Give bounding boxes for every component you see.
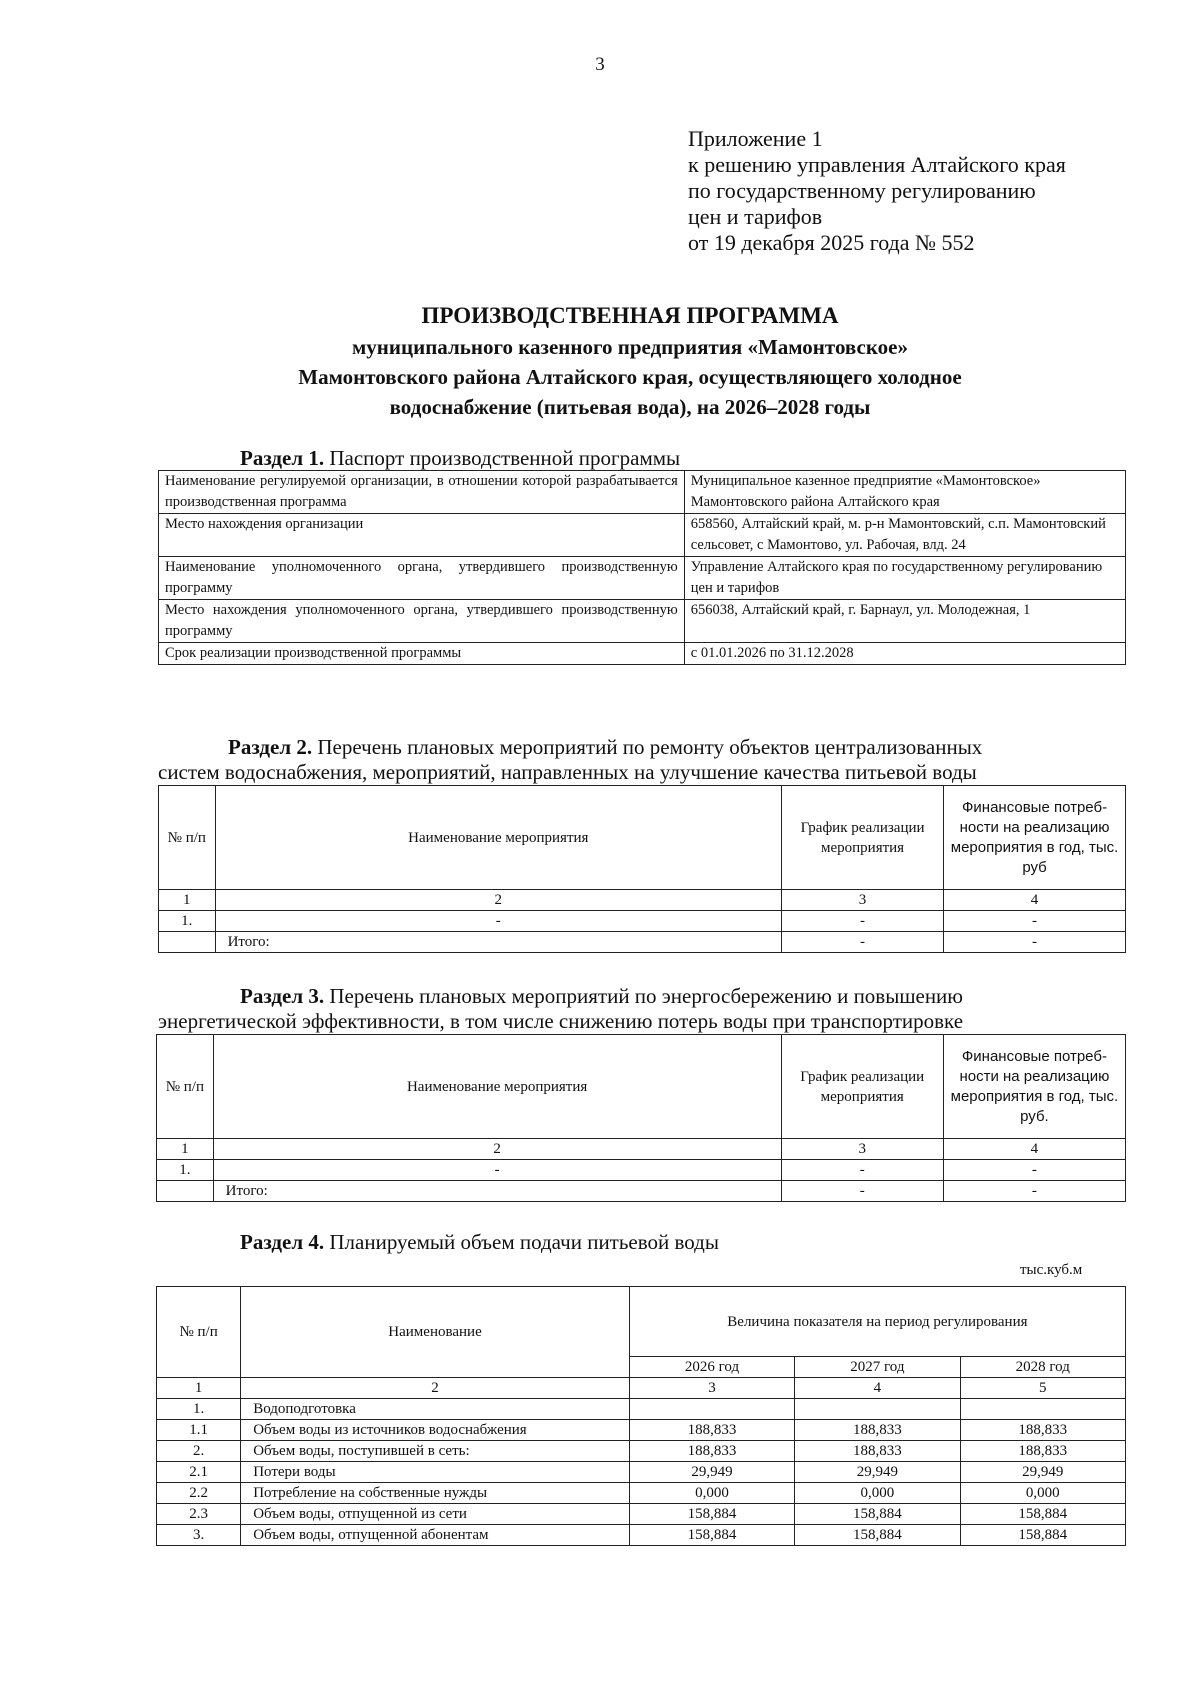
header-num: № п/п	[159, 786, 216, 890]
row-value: 188,833	[629, 1441, 794, 1462]
section4-label: Раздел 4.	[240, 1230, 325, 1254]
total-label: Итого:	[215, 932, 781, 953]
section3-label: Раздел 3.	[240, 984, 325, 1008]
total-label: Итого:	[213, 1181, 781, 1202]
row-name: Потери воды	[241, 1462, 630, 1483]
header-schedule: График реализации мероприятия	[781, 1035, 943, 1139]
row-number: 3.	[157, 1525, 241, 1546]
table-row	[157, 1525, 1126, 1546]
row-cell: 1.	[159, 911, 216, 932]
row-cell	[157, 1181, 214, 1202]
row-value: 188,833	[795, 1441, 960, 1462]
row-value: 0,000	[629, 1483, 794, 1504]
appendix-block	[688, 126, 1066, 256]
section3-title-line2: энергетической эффективности, в том числе снижению потерь воды при транспортировке	[158, 1009, 964, 1033]
header-schedule: График реализации мероприятия	[782, 786, 944, 890]
row-value	[629, 1399, 794, 1420]
page-number: 3	[595, 54, 605, 75]
row-cell: -	[215, 911, 781, 932]
passport-value: с 01.01.2026 по 31.12.2028	[684, 643, 1125, 665]
passport-value: Муниципальное казенное предприятие «Мамонтовское» Мамонтовского района Алтайского края	[684, 471, 1125, 514]
header-period: Величина показателя на период регулирования	[629, 1287, 1125, 1357]
header-name: Наименование мероприятия	[213, 1035, 781, 1139]
table-row	[157, 1420, 1126, 1441]
header-year: 2028 год	[960, 1357, 1125, 1378]
index-cell: 4	[944, 890, 1126, 911]
section4-title: Планируемый объем подачи питьевой воды	[324, 1230, 719, 1254]
row-number: 2.	[157, 1441, 241, 1462]
index-cell: 1	[157, 1139, 214, 1160]
document-title	[140, 300, 1120, 422]
row-value: 188,833	[795, 1420, 960, 1441]
section1-label: Раздел 1.	[240, 446, 325, 470]
header-finance: Финансовые потреб-ности на реализацию мероприятия в год, тыс. руб	[944, 786, 1126, 890]
section4-heading	[240, 1230, 719, 1255]
row-cell: 1.	[157, 1160, 214, 1181]
section2-title-line2: систем водоснабжения, мероприятий, направленных на улучшение качества питьевой воды	[158, 760, 977, 784]
title-line: муниципального казенного предприятия «Мамонтовское»	[352, 335, 908, 359]
passport-row	[159, 557, 1126, 600]
index-cell: 1	[157, 1378, 241, 1399]
row-name: Потребление на собственные нужды	[241, 1483, 630, 1504]
row-value: 158,884	[960, 1504, 1125, 1525]
header-name: Наименование мероприятия	[215, 786, 781, 890]
appendix-line: Приложение 1	[688, 126, 823, 151]
index-cell: 3	[629, 1378, 794, 1399]
row-value: 158,884	[629, 1525, 794, 1546]
row-cell: -	[213, 1160, 781, 1181]
row-value	[960, 1399, 1125, 1420]
row-value: 158,884	[629, 1504, 794, 1525]
section2-label: Раздел 2.	[228, 735, 313, 759]
index-cell: 5	[960, 1378, 1125, 1399]
row-number: 2.2	[157, 1483, 241, 1504]
row-value: 29,949	[960, 1462, 1125, 1483]
passport-value: Управление Алтайского края по государственному регулированию цен и тарифов	[684, 557, 1125, 600]
water-supply-table	[156, 1286, 1126, 1546]
index-cell: 2	[215, 890, 781, 911]
index-cell: 3	[781, 1139, 943, 1160]
table-row	[157, 1462, 1126, 1483]
row-name: Объем воды из источников водоснабжения	[241, 1420, 630, 1441]
title-line: водоснабжение (питьевая вода), на 2026–2028 годы	[389, 395, 871, 419]
unit-label: тыс.куб.м	[1020, 1262, 1083, 1278]
total-schedule: -	[782, 932, 944, 953]
section2-heading	[158, 735, 1126, 785]
row-number: 1.1	[157, 1420, 241, 1441]
index-cell: 3	[782, 890, 944, 911]
row-value: 29,949	[629, 1462, 794, 1483]
appendix-line: от 19 декабря 2025 года № 552	[688, 230, 975, 255]
energy-measures-table	[156, 1034, 1126, 1202]
row-value: 158,884	[795, 1525, 960, 1546]
header-num: № п/п	[157, 1035, 214, 1139]
passport-row	[159, 471, 1126, 514]
row-name: Объем воды, отпущенной из сети	[241, 1504, 630, 1525]
row-value: 158,884	[960, 1525, 1125, 1546]
row-value: 188,833	[960, 1420, 1125, 1441]
passport-label: Наименование регулируемой организации, в отношении которой разрабатывается производственная программа	[159, 471, 685, 514]
total-schedule: -	[781, 1181, 943, 1202]
passport-label: Место нахождения организации	[159, 514, 685, 557]
table-row	[157, 1441, 1126, 1462]
row-value: 188,833	[960, 1441, 1125, 1462]
header-year: 2026 год	[629, 1357, 794, 1378]
repair-measures-table	[158, 785, 1126, 953]
passport-row	[159, 600, 1126, 643]
section1-title: Паспорт производственной программы	[324, 446, 681, 470]
row-cell	[159, 932, 216, 953]
index-cell: 2	[213, 1139, 781, 1160]
row-name: Водоподготовка	[241, 1399, 630, 1420]
section3-heading	[158, 984, 1126, 1034]
row-value	[795, 1399, 960, 1420]
row-cell: -	[781, 1160, 943, 1181]
total-finance: -	[943, 1181, 1125, 1202]
row-cell: -	[782, 911, 944, 932]
table-row	[157, 1483, 1126, 1504]
title-line: Мамонтовского района Алтайского края, осуществляющего холодное	[298, 365, 962, 389]
row-value: 188,833	[629, 1420, 794, 1441]
header-num: № п/п	[157, 1287, 241, 1378]
passport-value: 656038, Алтайский край, г. Барнаул, ул. Молодежная, 1	[684, 600, 1125, 643]
passport-value: 658560, Алтайский край, м. р-н Мамонтовский, с.п. Мамонтовский сельсовет, с Мамонтово, ул. Рабочая, влд. 24	[684, 514, 1125, 557]
passport-table	[158, 470, 1126, 665]
passport-row	[159, 514, 1126, 557]
passport-label: Место нахождения уполномоченного органа, утвердившего производственную программу	[159, 600, 685, 643]
row-name: Объем воды, поступившей в сеть:	[241, 1441, 630, 1462]
section2-title: Перечень плановых мероприятий по ремонту объектов централизованных	[312, 735, 983, 759]
passport-label: Срок реализации производственной программы	[159, 643, 685, 665]
section3-title: Перечень плановых мероприятий по энергосбережению и повышению	[324, 984, 963, 1008]
total-finance: -	[944, 932, 1126, 953]
passport-label: Наименование уполномоченного органа, утвердившего производственную программу	[159, 557, 685, 600]
index-cell: 4	[943, 1139, 1125, 1160]
row-cell: -	[944, 911, 1126, 932]
row-number: 2.3	[157, 1504, 241, 1525]
row-cell: -	[943, 1160, 1125, 1181]
header-finance: Финансовые потреб-ности на реализацию мероприятия в год, тыс. руб.	[943, 1035, 1125, 1139]
appendix-line: цен и тарифов	[688, 204, 823, 229]
row-value: 0,000	[960, 1483, 1125, 1504]
row-value: 0,000	[795, 1483, 960, 1504]
row-value: 29,949	[795, 1462, 960, 1483]
row-name: Объем воды, отпущенной абонентам	[241, 1525, 630, 1546]
table-row	[157, 1399, 1126, 1420]
title-main: ПРОИЗВОДСТВЕННАЯ ПРОГРАММА	[421, 303, 839, 328]
header-year: 2027 год	[795, 1357, 960, 1378]
index-cell: 4	[795, 1378, 960, 1399]
header-name: Наименование	[241, 1287, 630, 1378]
table-row	[157, 1504, 1126, 1525]
appendix-line: по государственному регулированию	[688, 178, 1036, 203]
row-number: 1.	[157, 1399, 241, 1420]
row-number: 2.1	[157, 1462, 241, 1483]
section1-heading	[240, 446, 680, 471]
appendix-line: к решению управления Алтайского края	[688, 152, 1066, 177]
passport-row	[159, 643, 1126, 665]
index-cell: 1	[159, 890, 216, 911]
row-value: 158,884	[795, 1504, 960, 1525]
index-cell: 2	[241, 1378, 630, 1399]
